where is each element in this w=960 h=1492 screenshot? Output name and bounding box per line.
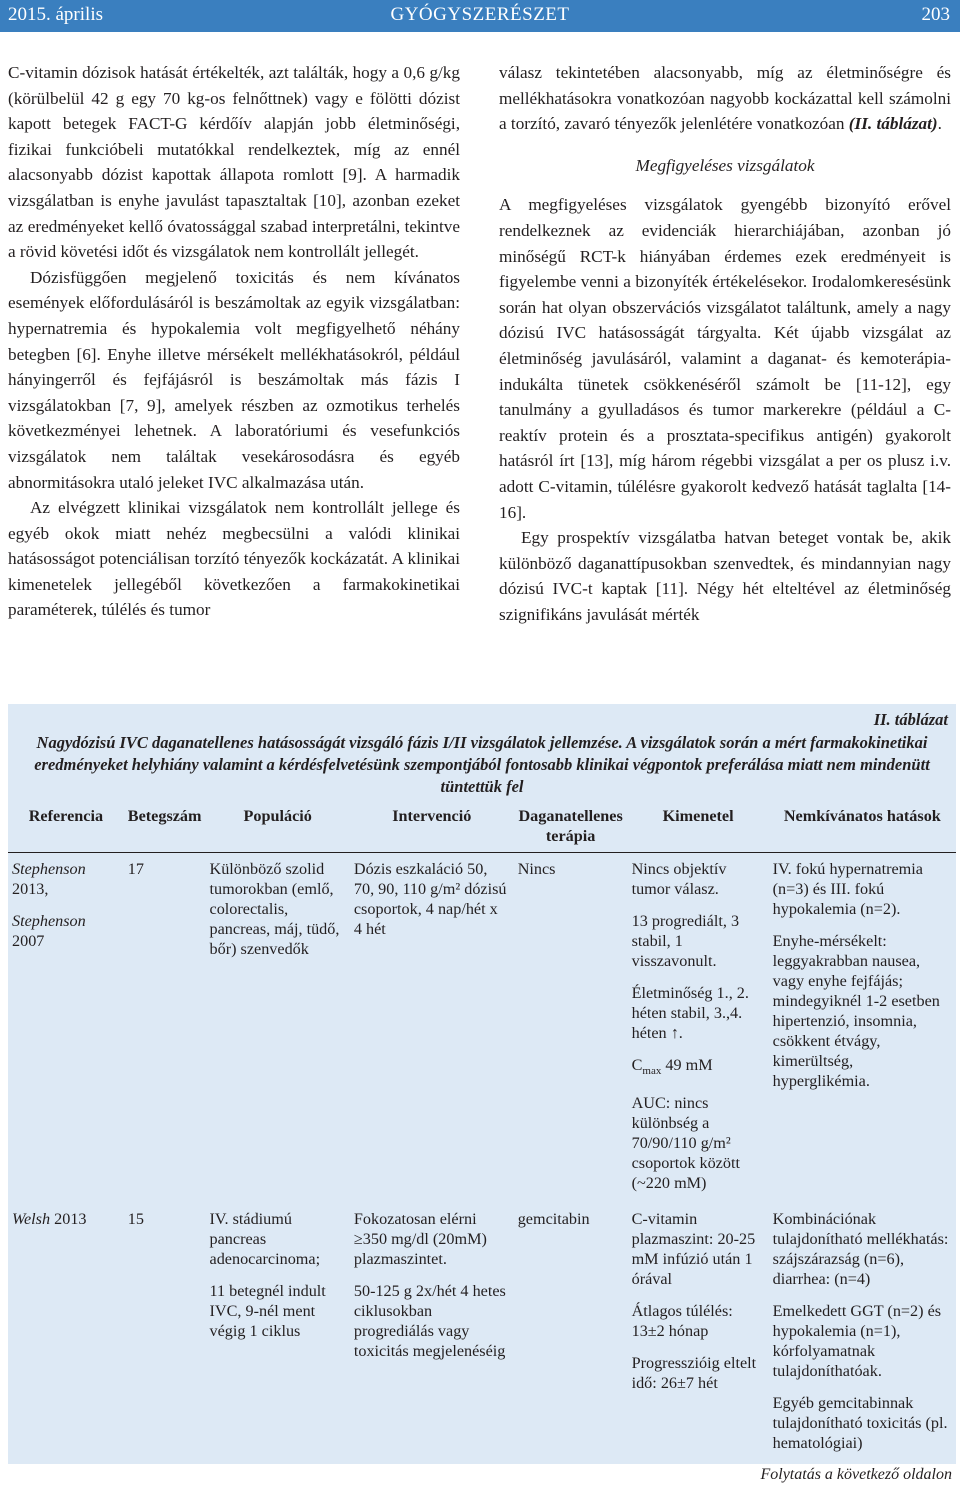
paragraph-end: .	[937, 114, 942, 134]
author: Stephenson	[12, 860, 86, 878]
table-title: Nagydózisú IVC daganatellenes hatásosságát vizsgáló fázis I/II vizsgálatok jellemzése. A vizsgálatok során a mért farmakokinetikai eredményeket helyhiány valamint a kérdésfelvetésünk szempontjából fontosabb klinikai végpontok preferálása miatt nem mindenütt tüntettük fel	[34, 733, 930, 796]
table-reference: (II. táblázat)	[848, 114, 938, 134]
table-row	[8, 853, 956, 1206]
adverse-item: Kombinációnak tulajdonítható mellékhatás: szájszárazság (n=6), diarrhea: (n=4)	[772, 1210, 949, 1289]
issue-date: 2015. április	[8, 4, 103, 25]
intervention-item: 50-125 g 2x/hét 4 hetes ciklusokban progrediálás vagy toxicitás megjelenéséig	[353, 1282, 506, 1361]
year: 2013	[50, 1210, 87, 1229]
adverse-item: Egyéb gemcitabinnak tulajdonítható toxicitás (pl. hematológiai)	[772, 1394, 948, 1453]
section-title: Megfigyeléses vizsgálatok	[635, 155, 815, 175]
outcome-item: Életminőség 1., 2. héten stabil, 3.,4. héten ↑.	[631, 984, 749, 1042]
paragraph	[499, 60, 951, 137]
continued-note: Folytatás a következő oldalon	[760, 1466, 952, 1483]
cell-adverse-effects	[769, 853, 956, 1206]
paragraph: C-vitamin dózisok hatását értékelték, azt találták, hogy a 0,6 g/kg (körülbelül 42 g egy 70 kg-os felnőttnek) vagy e fölötti dózist kapott betegek FACT-G kérdőív alapján jobb életminőségi, fizikai funkcióbeli mutatókkal rendelkeztek, míg az ennél alacsonyabb dózist kapottak állapota romlott [9]. A harmadik vizsgálatban is enyhe javulást tapasztaltak [10], azonban ezeket az eredményeket kellő óvatossággal szabad interpretálni, tekintve a rövid követési időt és vizsgálatok nem kontrollált jellegét.	[8, 63, 460, 262]
cell-outcome	[628, 853, 769, 1206]
cell-reference	[8, 853, 124, 1206]
reference-entry	[12, 911, 118, 951]
adverse-item: IV. fokú hypernatremia (n=3) és III. fokú hypokalemia (n=2).	[772, 860, 923, 918]
cell-intervention	[350, 1205, 514, 1465]
cell-antitumor-therapy: gemcitabin	[517, 1210, 590, 1229]
population-item: 11 betegnél indult IVC, 9-nél ment végig 1 ciklus	[209, 1282, 326, 1341]
page-header	[0, 0, 960, 32]
outcome-item: AUC: nincs különbség a 70/90/110 g/m² csoportok között (~220 mM)	[631, 1094, 740, 1193]
cmax-symbol: C	[631, 1056, 643, 1074]
reference-entry	[12, 859, 118, 899]
outcome-item: Progresszióig eltelt idő: 26±7 hét	[631, 1354, 757, 1393]
paragraph-text: válasz tekintetében alacsonyabb, míg az életminőségre és mellékhatásokra vonatkozóan nagyobb kockázattal kell számolni a torzító, zavaró tényezők jelenlétére vonatkozóan	[499, 63, 951, 134]
cell-population	[206, 1205, 350, 1465]
col-header-population: Populáció	[243, 807, 312, 825]
col-header-reference: Referencia	[28, 807, 104, 825]
col-header-adverse-effects: Nemkívánatos hatások	[783, 807, 941, 825]
left-column	[8, 60, 460, 623]
intervention-item: Fokozatosan elérni ≥350 mg/dl (20mM) plazmaszintet.	[353, 1210, 487, 1269]
cell-antitumor-therapy: Nincs	[517, 860, 556, 878]
col-header-intervention: Intervenció	[392, 807, 472, 825]
paragraph: A megfigyeléses vizsgálatok gyengébb bizonyító erővel rendelkeznek az evidenciák hierarchiájában, azonban jó minőségű RCT-k hiányában érdemes ezek eredményeit is figyelembe venni a bizonyíték értékelésekor. Irodalomkeresésünk során hat olyan obszervációs vizsgálatot találtunk, amely a nagy dózisú IVC hatásosságát tárgyalta. Két újabb vizsgálat az életminőség javulásáról, valamint a daganat- és kemoterápia-indukálta tünetek csökkenéséről számolt be [11-12], egy tanulmány a gyulladásos és tumor markerekre (például a C-reaktív protein és a prosztata-specifikus antigén) gyakorolt hatásról írt [13], míg három régebbi vizsgálat a per os plusz i.v. adott C-vitamin, túlélésre gyakorolt kedvező hatását taglalta [14-16].	[499, 195, 951, 522]
cell-population: Különböző szolid tumorokban (emlő, colorectalis, pancreas, máj, tüdő, bőr) szenvedők	[209, 860, 340, 958]
col-header-antitumor-therapy: Daganatellenes terápia	[518, 807, 623, 845]
adverse-item: Enyhe-mérsékelt: leggyakrabban nausea, vagy enyhe fejfájás; mindegyiknél 1-2 esetben hipertenzió, insomnia, csökkent étvágy, kimerültség, hyperglikémia.	[772, 932, 940, 1090]
paragraph: Dózisfüggően megjelenő toxicitás és nem kívánatos események előfordulásáról is beszámoltak az egyik vizsgálatban: hypernatremia és hypokalemia volt megfigyelhető néhány betegben [6]. Enyhe illetve mérsékelt mellékhatásokról, például hányingerről és fejfájásról is beszámoltak más fázis I vizsgálatokban [7, 9], amelyek részben az ozmotikus terhelés következményei lehetnek. A laboratóriumi és vesefunkciós vizsgálatok nem találtak vesekárosodásra és egyéb abnormitásokra utaló jeleket IVC alkalmazása után.	[8, 267, 460, 492]
col-header-patient-count: Betegszám	[127, 807, 202, 825]
year: 2013,	[12, 880, 49, 898]
cell-patient-count: 15	[127, 1210, 144, 1229]
table-header-row	[8, 806, 956, 853]
adverse-item: Emelkedett GGT (n=2) és hypokalemia (n=1), kórfolyamatnak tulajdoníthatóak.	[772, 1302, 942, 1381]
cell-reference	[8, 1205, 124, 1465]
outcome-item: C-vitamin plazmaszint: 20-25 mM infúzió után 1 órával	[631, 1210, 756, 1289]
outcome-item: 13 progrediált, 3 stabil, 1 visszavonult.	[631, 912, 740, 970]
author: Stephenson	[12, 912, 86, 930]
cell-patient-count: 17	[127, 860, 144, 878]
cell-intervention: Dózis eszkaláció 50, 70, 90, 110 g/m² dózisú csoportok, 4 nap/hét x 4 hét	[353, 860, 507, 938]
table-container	[8, 704, 956, 1464]
col-header-outcome: Kimenetel	[662, 807, 734, 825]
table-row	[8, 1205, 956, 1465]
cell-adverse-effects	[769, 1205, 956, 1465]
journal-title: GYÓGYSZERÉSZET	[390, 4, 570, 25]
outcome-item	[632, 1055, 763, 1081]
page-number: 203	[921, 4, 950, 25]
cell-outcome	[628, 1205, 769, 1465]
outcome-item: Nincs objektív tumor válasz.	[631, 860, 727, 898]
data-table	[8, 806, 956, 1465]
cmax-subscript: max	[642, 1065, 662, 1078]
outcome-item: Átlagos túlélés: 13±2 hónap	[631, 1302, 733, 1341]
table-label: II. táblázat	[873, 710, 948, 729]
author: Welsh	[12, 1210, 51, 1229]
population-item: IV. stádiumú pancreas adenocarcinoma;	[209, 1210, 321, 1269]
cmax-value: 49 mM	[661, 1056, 713, 1074]
year: 2007	[12, 932, 45, 950]
right-column	[499, 60, 951, 627]
paragraph: Egy prospektív vizsgálatba hatvan beteget vontak be, akik különböző daganattípusokban szenvedtek, és mindannyian nagy dózisú IVC-t kaptak [11]. Négy hét elteltével az életminőség szignifikáns javulását mérték	[499, 528, 951, 624]
paragraph: Az elvégzett klinikai vizsgálatok nem kontrollált jellege és egyéb okok miatt nehéz megbecsülni a valódi klinikai hatásosságot potenciálisan torzító tényezők kockázatát. A klinikai kimenetelek jellegéből következően a farmakokinetikai paraméterek, túlélés és tumor	[8, 498, 460, 620]
